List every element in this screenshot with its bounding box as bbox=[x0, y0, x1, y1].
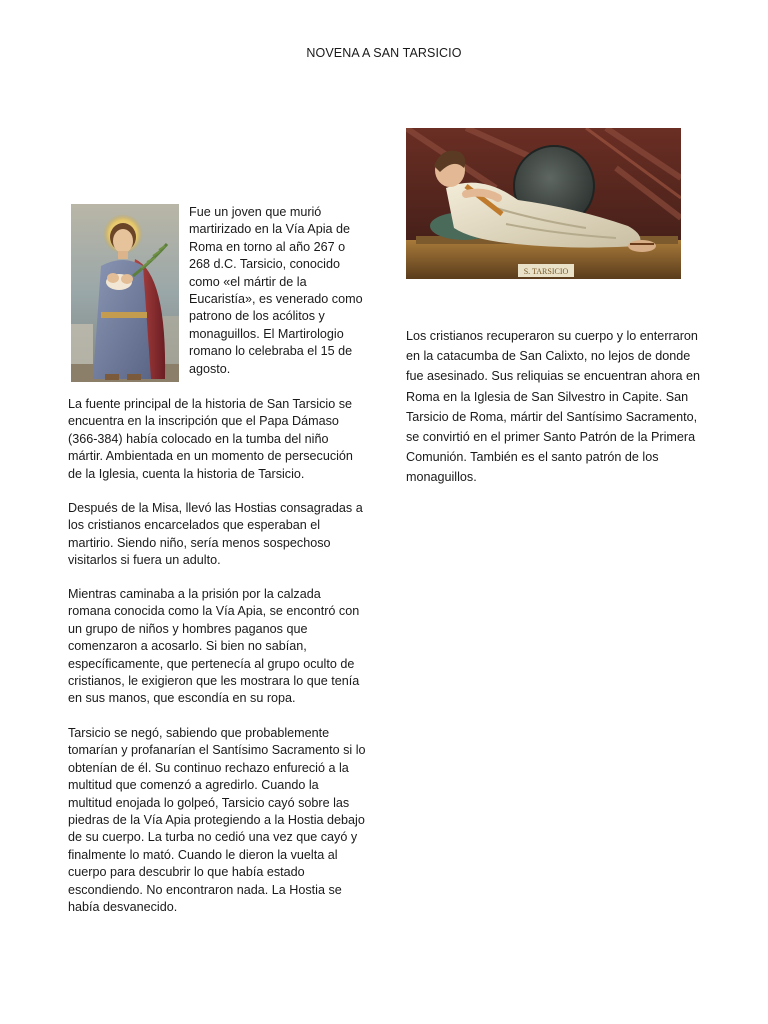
paragraph-burial: Los cristianos recuperaron su cuerpo y lo enterraron en la catacumba de San Calixto, no lejos de donde fue asesinado. Sus reliquias se encuentran ahora en Roma en la Iglesia de San Silvestro in Capite. San Tarsicio de Roma, mártir del Santísimo Sacramento, se convirtió en el primer Santo Patrón de la Primera Comunión. También es el santo patrón de los monaguillos. bbox=[406, 329, 701, 485]
paragraph-mass: Después de la Misa, llevó las Hostias consagradas a los cristianos encarcelados que esperaban el martirio. Siendo niño, sería menos sospechoso visitarlos si fuera un adulto. bbox=[68, 501, 363, 568]
paragraph-via-apia: Mientras caminaba a la prisión por la calzada romana conocida como la Vía Apia, se encontró con un grupo de niños y hombres paganos que comenzaron a acosarlo. Si bien no sabían, específicamente, que pertenecía al grupo oculto de cristianos, le exigieron que les mostrara lo que tenía en sus manos, que escondía en su ropa. bbox=[68, 587, 360, 706]
intro-paragraph: Fue un joven que murió martirizado en la Vía Apia de Roma en torno al año 267 o 268 d.C. Tarsicio, conocido como «el mártir de la Eucaristía», es venerado como patrono de los acólitos y monaguillos. El Martirologio romano lo celebraba el 15 de agosto. bbox=[189, 205, 363, 376]
plaque-label: S. TARSICIO bbox=[523, 267, 569, 276]
page-title: NOVENA A SAN TARSICIO bbox=[306, 46, 462, 60]
reclining-statue-image bbox=[406, 128, 681, 279]
saint-painting-image bbox=[71, 204, 179, 382]
paragraph-source: La fuente principal de la historia de San Tarsicio se encuentra en la inscripción que el Papa Dámaso (366-384) había colocado en la tumba del niño mártir. Ambientada en un momento de persecución de la Iglesia, cuenta la historia de Tarsicio. bbox=[68, 397, 353, 481]
paragraph-martyrdom: Tarsicio se negó, sabiendo que probablemente tomarían y profanarían el Santísimo Sacramento si lo obtenían de él. Su continuo rechazo enfureció a la multitud que comenzó a agredirlo. Cuando la multitud enojada lo golpeó, Tarsicio cayó sobre las piedras de la Vía Apia protegiendo a la Hostia debajo de su cuerpo. La turba no cedió una vez que cayó y finalmente lo mató. Cuando le dieron la vuelta al cuerpo para descubrir lo que había estado escondiendo. No encontraron nada. La Hostia se había desvanecido. bbox=[68, 726, 366, 915]
